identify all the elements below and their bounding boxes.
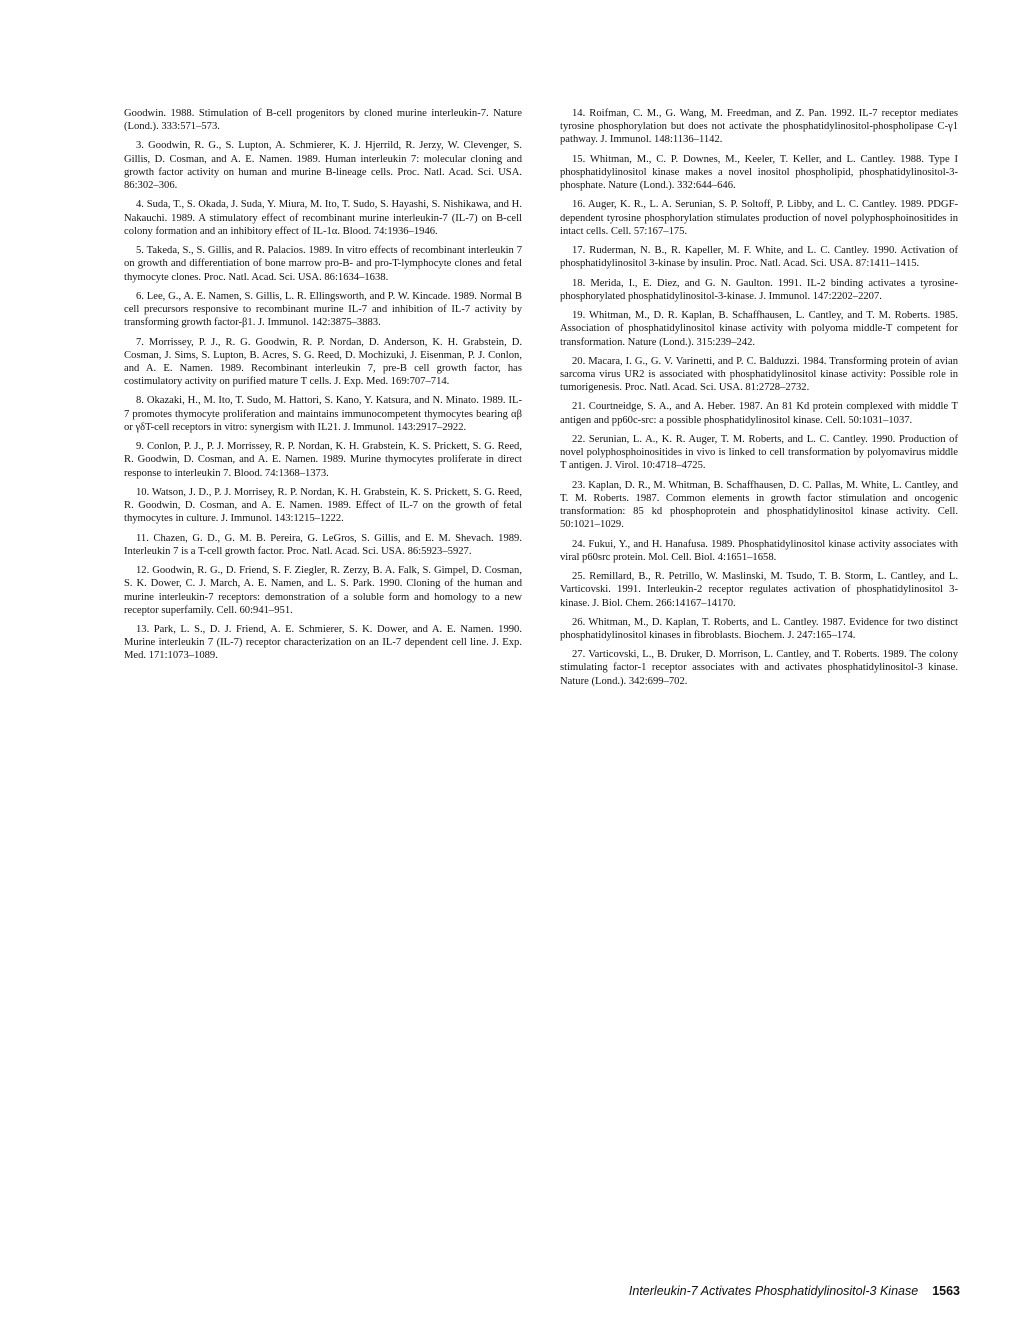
reference-column-right	[560, 107, 958, 694]
reference-5: 5. Takeda, S., S. Gillis, and R. Palacios. 1989. In vitro effects of recombinant interleukin 7 on growth and differentiation of bone marrow pro-B- and pro-T-lymphocyte clones and fetal thymocyte clones. Proc. Natl. Acad. Sci. USA. 86:1634–1638.	[124, 245, 522, 283]
reference-10: 10. Watson, J. D., P. J. Morrisey, R. P. Nordan, K. H. Grabstein, K. S. Prickett, S. G. Reed, R. Goodwin, D. Cosman, and A. E. Namen. 1989. Effect of IL-7 on the growth of fetal thymocytes in culture. J. Immunol. 143:1215–1222.	[124, 486, 522, 525]
reference-26: 26. Whitman, M., D. Kaplan, T. Roberts, and L. Cantley. 1987. Evidence for two distinct phosphatidylinositol kinases in fibroblasts. Biochem. J. 247:165–174.	[560, 616, 958, 641]
reference-24: 24. Fukui, Y., and H. Hanafusa. 1989. Phosphatidylinositol kinase activity associates with viral p60src protein. Mol. Cell. Biol. 4:1651–1658.	[560, 538, 958, 563]
reference-25: 25. Remillard, B., R. Petrillo, W. Maslinski, M. Tsudo, T. B. Storm, L. Cantley, and L. Varticovski. 1991. Interleukin-2 receptor regulates activation of phosphatidylinositol 3-kinase. J. Biol. Chem. 266:14167–14170.	[560, 571, 958, 609]
reference-21: 21. Courtneidge, S. A., and A. Heber. 1987. An 81 Kd protein complexed with middle T antigen and pp60c-src: a possible phosphatidylinositol kinase. Cell. 50:1031–1037.	[560, 401, 958, 426]
reference-16: 16. Auger, K. R., L. A. Serunian, S. P. Soltoff, P. Libby, and L. C. Cantley. 1989. PDGF-dependent tyrosine phosphorylation stimulates production of novel polyphosphoinositides in intact cells. Cell. 57:167–175.	[560, 199, 958, 237]
reference-12: 12. Goodwin, R. G., D. Friend, S. F. Ziegler, R. Zerzy, B. A. Falk, S. Gimpel, D. Cosman, S. K. Dower, C. J. March, A. E. Namen, and L. S. Park. 1990. Cloning of the human and murine interleukin-7 receptors: demonstration of a soluble form and homology to a new receptor superfamily. Cell. 60:941–951.	[124, 565, 522, 616]
reference-18: 18. Merida, I., E. Diez, and G. N. Gaulton. 1991. IL-2 binding activates a tyrosine-phosphorylated phosphatidylinositol-3-kinase. J. Immunol. 147:2202–2207.	[560, 277, 958, 302]
reference-6: 6. Lee, G., A. E. Namen, S. Gillis, L. R. Ellingsworth, and P. W. Kincade. 1989. Normal B cell precursors responsive to recombinant murine IL-7 and inhibition of IL-7 activity by transforming growth factor-β1. J. Immunol. 142:3875–3883.	[124, 290, 522, 329]
reference-continuation: Goodwin. 1988. Stimulation of B-cell progenitors by cloned murine interleukin-7. Nature (Lond.). 333:571–573.	[124, 108, 522, 133]
reference-4: 4. Suda, T., S. Okada, J. Suda, Y. Miura, M. Ito, T. Sudo, S. Hayashi, S. Nishikawa, and H. Nakauchi. 1989. A stimulatory effect of recombinant murine interleukin-7 (IL-7) on B-cell colony formation and an inhibitory effect of IL-1α. Blood. 74:1936–1946.	[124, 199, 522, 237]
reference-23: 23. Kaplan, D. R., M. Whitman, B. Schaffhausen, D. C. Pallas, M. White, L. Cantley, and T. M. Roberts. 1987. Common elements in growth factor stimulation and oncogenic transformation: 85 kd phosphoprotein and phosphatidylinositol kinase activity. Cell. 50:1021–1029.	[560, 479, 958, 531]
reference-14: 14. Roifman, C. M., G. Wang, M. Freedman, and Z. Pan. 1992. IL-7 receptor mediates tyrosine phosphorylation but does not activate the phosphatidylinositol-phospholipase C-γ1 pathway. J. Immunol. 148:1136–1142.	[560, 108, 958, 146]
reference-column-left	[124, 107, 522, 669]
reference-7: 7. Morrissey, P. J., R. G. Goodwin, R. P. Nordan, D. Anderson, K. H. Grabstein, D. Cosman, J. Sims, S. Lupton, B. Acres, S. G. Reed, D. Mochizuki, J. Eisenman, P. J. Conlon, and A. E. Namen. 1989. Recombinant interleukin 7, pre-B cell growth factor, has costimulatory activity on purified mature T cells. J. Exp. Med. 169:707–714.	[124, 336, 522, 388]
reference-15: 15. Whitman, M., C. P. Downes, M., Keeler, T. Keller, and L. Cantley. 1988. Type I phosphatidylinositol kinase makes a novel inositol phospholipid, phosphatidylinositol-3-phosphate. Nature (Lond.). 332:644–646.	[560, 153, 958, 192]
reference-22: 22. Serunian, L. A., K. R. Auger, T. M. Roberts, and L. C. Cantley. 1990. Production of novel polyphosphoinositides in vivo is linked to cell transformation by polyomavirus middle T antigen. J. Virol. 10:4718–4725.	[560, 433, 958, 472]
reference-11: 11. Chazen, G. D., G. M. B. Pereira, G. LeGros, S. Gillis, and E. M. Shevach. 1989. Interleukin 7 is a T-cell growth factor. Proc. Natl. Acad. Sci. USA. 86:5923–5927.	[124, 532, 522, 557]
page-number: 1563	[932, 1284, 960, 1298]
reference-8: 8. Okazaki, H., M. Ito, T. Sudo, M. Hattori, S. Kano, Y. Katsura, and N. Minato. 1989. IL-7 promotes thymocyte proliferation and maintains immunocompetent thymocytes bearing αβ or γδT-cell receptors in vitro: synergism with IL21. J. Immunol. 143:2917–2922.	[124, 395, 522, 433]
running-title: Interleukin-7 Activates Phosphatidylinositol-3 Kinase	[628, 1284, 919, 1298]
reference-27: 27. Varticovski, L., B. Druker, D. Morrison, L. Cantley, and T. Roberts. 1989. The colony stimulating factor-1 receptor associates with and activates phosphatidylinositol-3 kinase. Nature (Lond.). 342:699–702.	[560, 649, 958, 687]
reference-13: 13. Park, L. S., D. J. Friend, A. E. Schmierer, S. K. Dower, and A. E. Namen. 1990. Murine interleukin 7 (IL-7) receptor characterization on an IL-7 dependent cell line. J. Exp. Med. 171:1073–1089.	[124, 623, 522, 662]
reference-17: 17. Ruderman, N. B., R. Kapeller, M. F. White, and L. C. Cantley. 1990. Activation of phosphatidylinositol 3-kinase by insulin. Proc. Natl. Acad. Sci. USA. 87:1411–1415.	[560, 245, 958, 270]
reference-3: 3. Goodwin, R. G., S. Lupton, A. Schmierer, K. J. Hjerrild, R. Jerzy, W. Clevenger, S. Gillis, D. Cosman, and A. E. Namen. 1989. Human interleukin 7: molecular cloning and growth factor activity on human and murine B-lineage cells. Proc. Natl. Acad. Sci. USA. 86:302–306.	[124, 140, 522, 192]
reference-20: 20. Macara, I. G., G. V. Varinetti, and P. C. Balduzzi. 1984. Transforming protein of avian sarcoma virus UR2 is associated with phosphatidylinositol kinase activity: Possible role in tumorigenesis. Proc. Natl. Acad. Sci. USA. 81:2728–2732.	[560, 355, 958, 394]
reference-9: 9. Conlon, P. J., P. J. Morrissey, R. P. Nordan, K. H. Grabstein, K. S. Prickett, S. G. Reed, R. Goodwin, D. Cosman, and A. E. Namen. 1989. Murine thymocytes proliferate in direct response to interleukin 7. Blood. 74:1368–1373.	[124, 441, 522, 479]
reference-19: 19. Whitman, M., D. R. Kaplan, B. Schaffhausen, L. Cantley, and T. M. Roberts. 1985. Association of phosphatidylinositol kinase activity with polyoma middle-T competent for transformation. Nature (Lond.). 315:239–242.	[560, 310, 958, 348]
page-footer	[580, 1284, 960, 1298]
